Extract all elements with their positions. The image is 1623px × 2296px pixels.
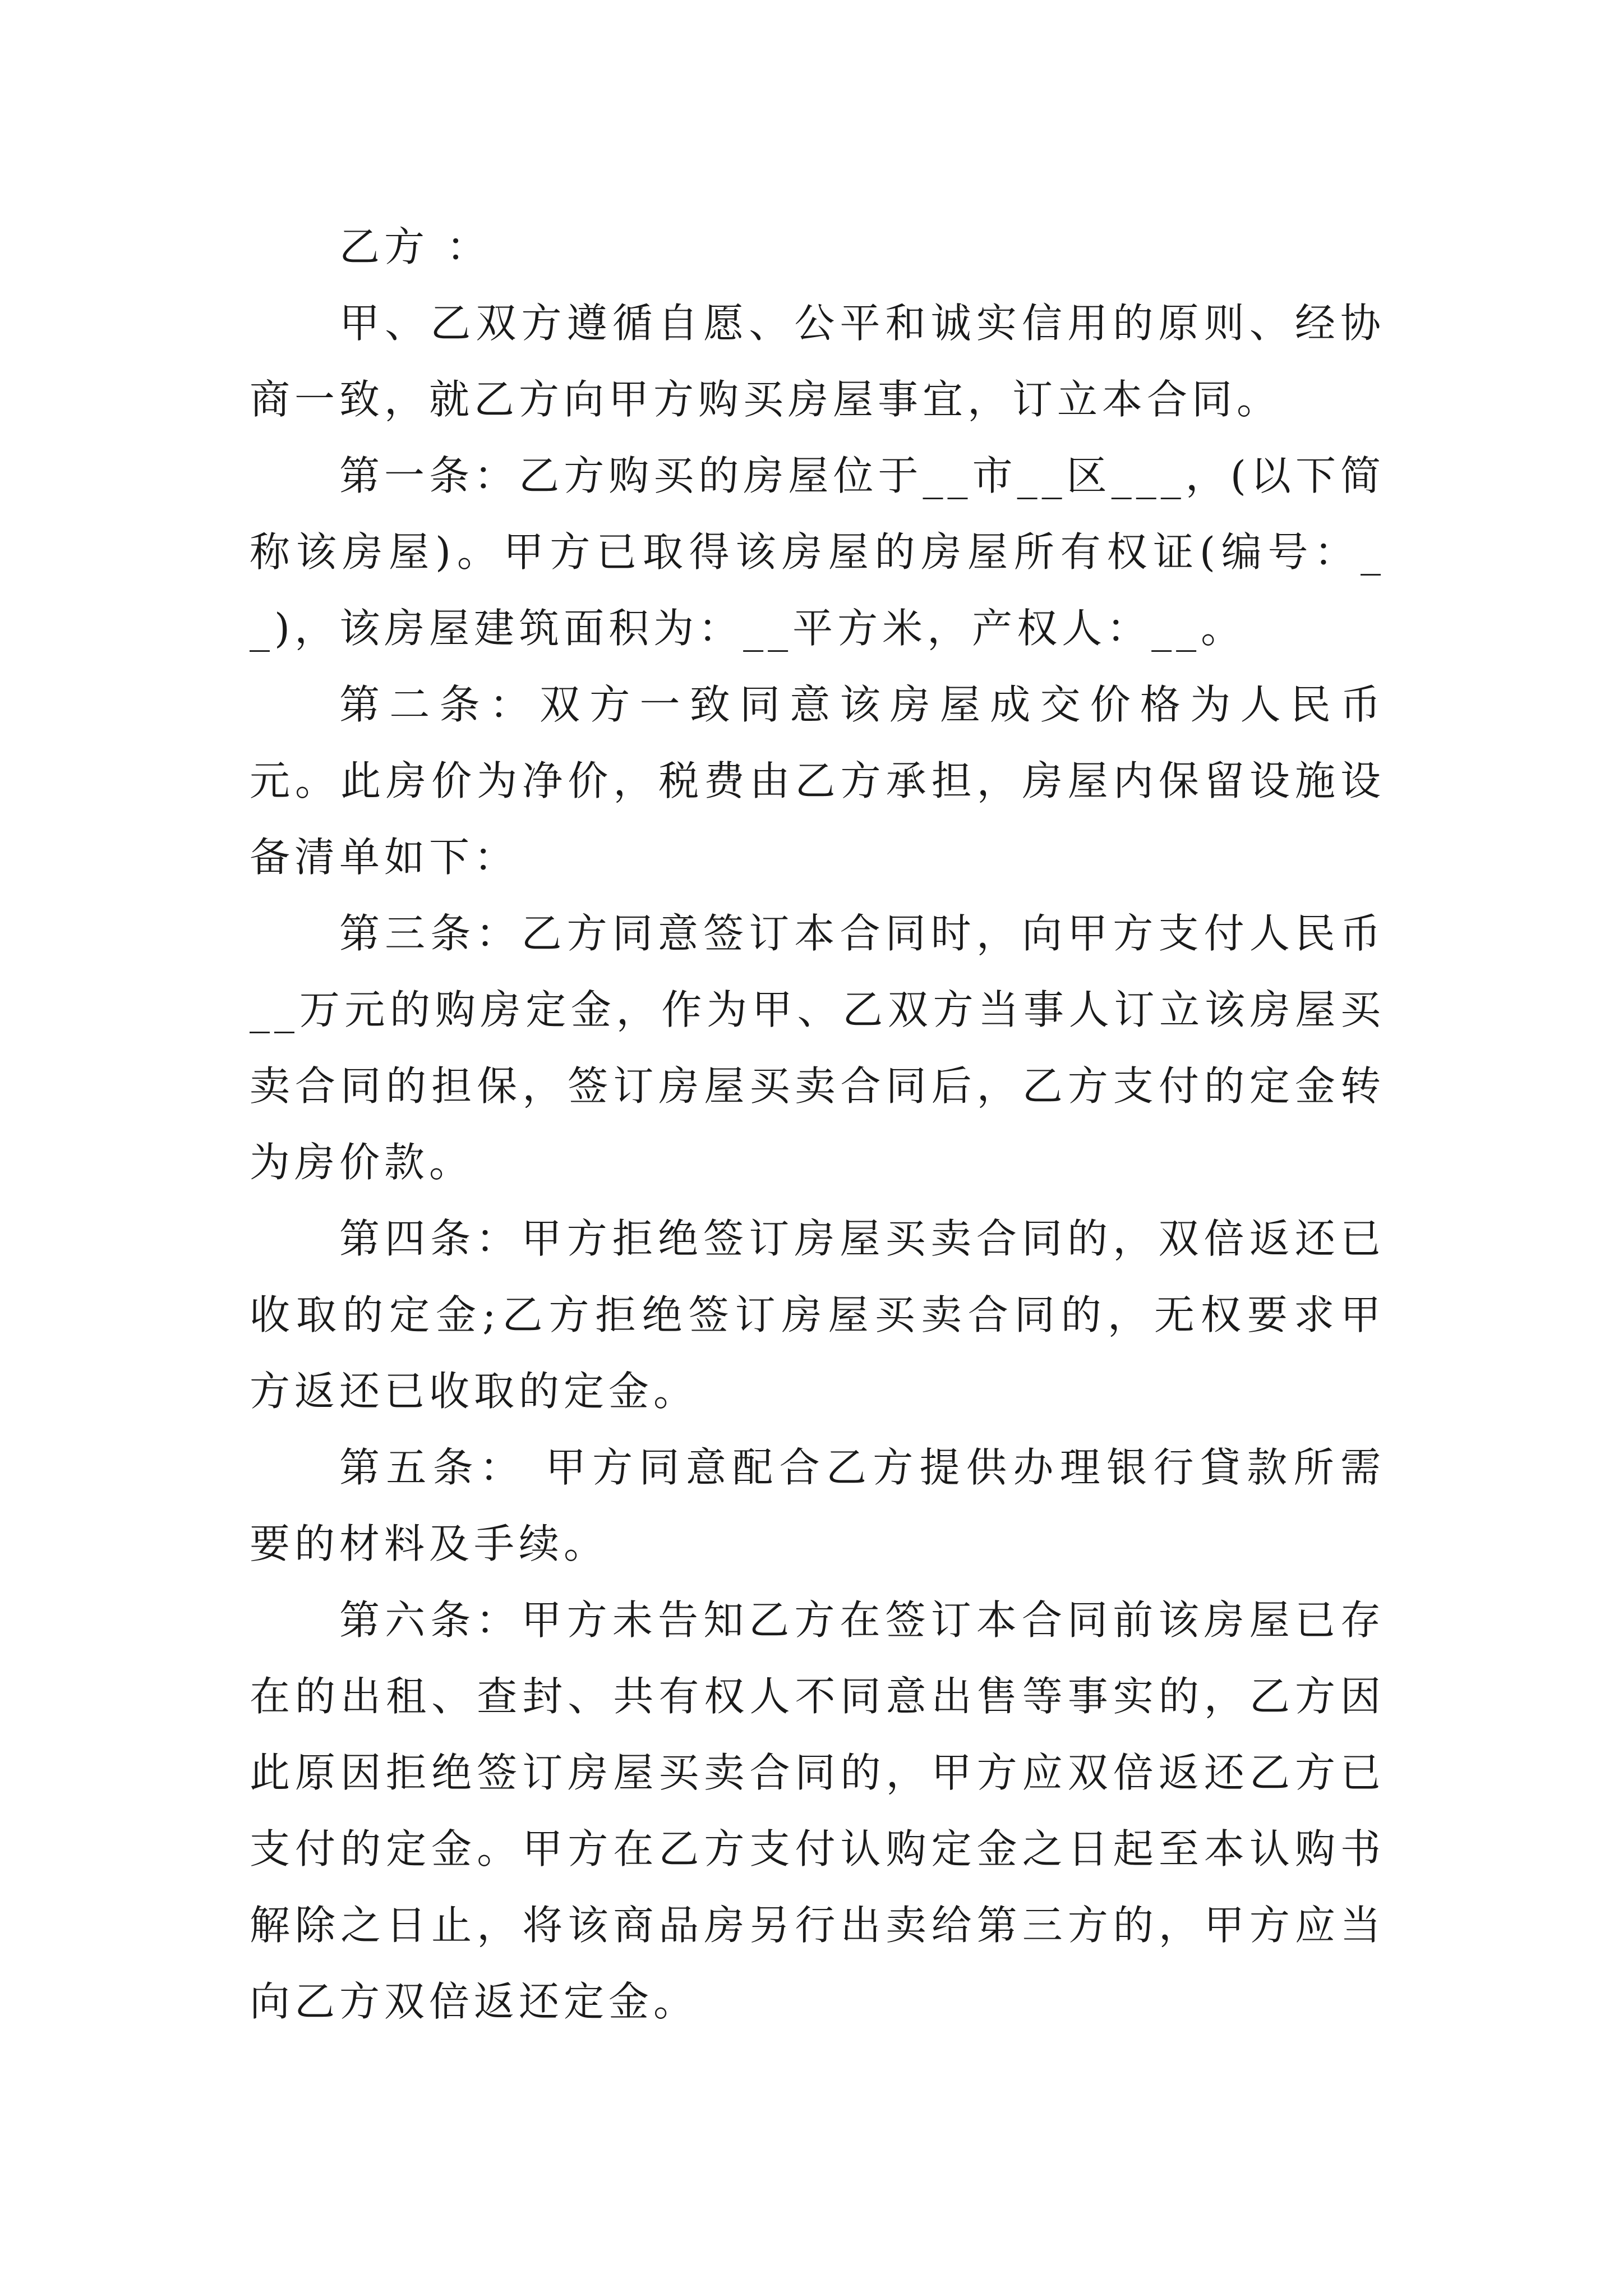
article-6-paragraph: 第六条：甲方未告知乙方在签订本合同前该房屋已存在的出租、查封、共有权人不同意出售等事实的，乙方因此原因拒绝签订房屋买卖合同的，甲方应双倍返还乙方已支付的定金。甲方在乙方支付认购定金之日起至本认购书解除之日止，将该商品房另行出卖给第三方的，甲方应当向乙方双倍返还定金。	[250, 1596, 1385, 2025]
party-b-line: 乙方 ：	[339, 223, 491, 270]
article-3-paragraph: 第三条：乙方同意签订本合同时，向甲方支付人民币__万元的购房定金，作为甲、乙双方当事人订立该房屋买卖合同的担保，签订房屋买卖合同后，乙方支付的定金转为房价款。	[250, 910, 1385, 1186]
article-2-paragraph: 第二条：双方一致同意该房屋成交价格为人民币 元。此房价为净价，税费由乙方承担，房屋内保留设施设备清单如下：	[250, 681, 1385, 881]
preamble-paragraph: 甲、乙双方遵循自愿、公平和诚实信用的原则、经协商一致，就乙方向甲方购买房屋事宜，订立本合同。	[250, 300, 1385, 423]
document-body	[250, 209, 1385, 2040]
article-4-paragraph: 第四条：甲方拒绝签订房屋买卖合同的，双倍返还已收取的定金;乙方拒绝签订房屋买卖合同的，无权要求甲方返还已收取的定金。	[250, 1215, 1385, 1415]
article-1-paragraph: 第一条：乙方购买的房屋位于__市__区___，(以下简称该房屋)。甲方已取得该房屋的房屋所有权证(编号：__)，该房屋建筑面积为：__平方米，产权人：__。	[250, 452, 1385, 652]
article-5-paragraph: 第五条： 甲方同意配合乙方提供办理银行貸款所需要的材料及手续。	[250, 1444, 1385, 1567]
